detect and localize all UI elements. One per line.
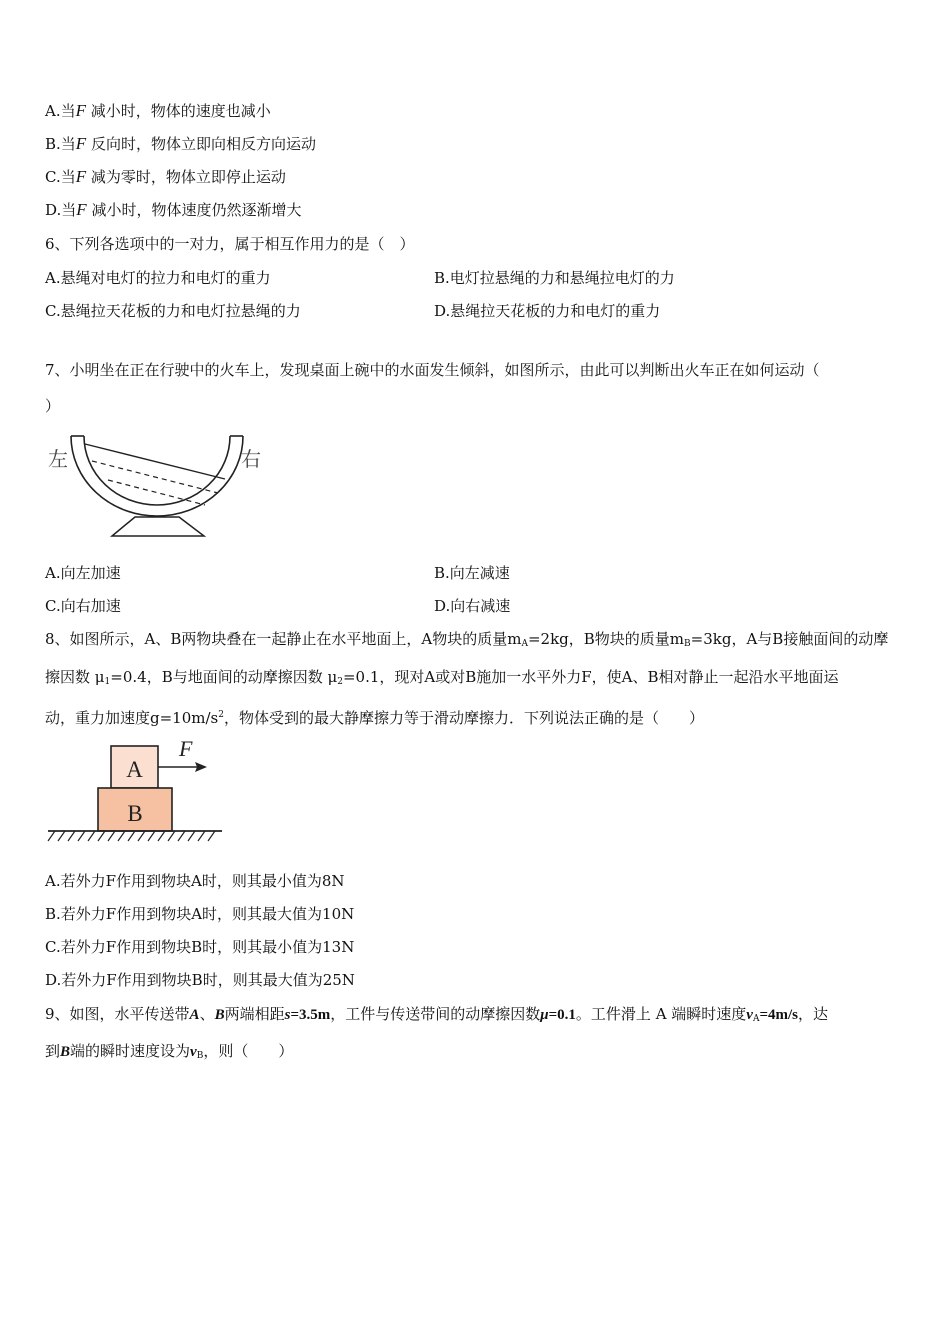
q5-option-c-symbol: F [75,167,87,186]
q8-stem-line3 [45,705,704,728]
q8-l1-text-a: 8、如图所示，A、B两物块叠在一起静止在水平地面上，A物块的质量m [45,630,522,648]
q8-option-d: D.若外力F作用到物块B时，则其最大值为25N [45,971,355,989]
q8-l2-text-a: 擦因数 μ [45,668,105,686]
q8-unit-sup: 2 [218,710,224,720]
q9-va-value: =4m/s [759,1007,799,1023]
q8-l3-text-b: ，物体受到的最大静摩擦力等于滑动摩擦力．下列说法正确的是（ ） [223,709,704,727]
force-label: F [179,736,193,761]
blocks-figure [45,735,230,850]
q9-symbol-va: v [746,1007,753,1023]
q5-option-d-prefix: D.当 [45,201,77,219]
q5-option-d [45,200,301,220]
q5-option-b-prefix: B.当 [45,135,76,153]
q8-mass-b-sub: B [684,639,691,649]
q9-va-sub: A [752,1014,760,1024]
q9-l1-h: ，达 [798,1005,829,1023]
q9-l1-b: 两端相距 [224,1005,285,1023]
q9-stem-line2 [45,1041,293,1066]
bowl-label-right: 右 [241,447,261,471]
q8-option-b: B.若外力F作用到物块A时，则其最大值为10N [45,905,355,923]
block-a-label: A [126,757,143,782]
q9-distance: =3.5m [290,1007,331,1023]
q9-l2-d: ，则（ ） [203,1042,294,1060]
q5-option-c-text: 减为零时，物体立即停止运动 [90,168,286,186]
bowl-stand [112,517,204,536]
q7-stem-line1: 7、小明坐在正在行驶中的火车上，发现桌面上碗中的水面发生倾斜，如图所示，由此可以判断出火车正在如何运动（ [45,361,820,379]
q8-stem-line1 [45,629,888,654]
q9-sep: 、 [199,1005,215,1023]
water-surface [85,444,225,479]
bowl-inner-arc [84,436,230,505]
water-dash-2 [108,480,205,505]
q9-stem-line1 [45,1004,828,1029]
q9-symbol-mu: μ [540,1007,549,1023]
ground-hatch [48,831,215,841]
q8-option-a: A.若外力F作用到物块A时，则其最小值为8N [45,872,345,890]
block-b-label: B [127,801,143,826]
q9-l2-point-b: B [60,1044,71,1060]
q5-option-a-text: 减小时，物体的速度也减小 [90,102,271,120]
q9-l1-f: 。工件滑上 A 端瞬时速度 [575,1005,747,1023]
q9-l2-a: 到 [45,1042,61,1060]
q9-point-a: A [189,1007,200,1023]
q7-option-a: A.向左加速 [45,564,121,582]
q8-mu2-sub: 2 [337,677,343,687]
q6-option-b: B.电灯拉悬绳的力和悬绳拉电灯的力 [434,269,675,287]
q5-option-d-text: 减小时，物体速度仍然逐渐增大 [91,201,302,219]
water-dash-1 [92,461,218,493]
q8-l2-text-b: =0.4，B与地面间的动摩擦因数 μ [110,668,338,686]
q6-option-d: D.悬绳拉天花板的力和电灯的重力 [434,302,661,320]
q9-l2-c: 端的瞬时速度设为 [70,1042,191,1060]
bowl-label-left: 左 [48,447,68,471]
q5-option-a-prefix: A.当 [45,102,76,120]
q8-l2-text-c: =0.1，现对A或对B施加一水平外力F，使A、B相对静止一起沿水平地面运 [342,668,839,686]
q9-vb-sub: B [196,1051,204,1061]
q9-point-b: B [214,1007,225,1023]
q9-mu-value: =0.1 [548,1007,576,1023]
q9-l1-d: ，工件与传送带间的动摩擦因数 [330,1005,541,1023]
q7-option-d: D.向右减速 [434,597,511,615]
q8-stem-line2 [45,667,839,692]
q5-option-d-symbol: F [76,200,87,219]
q8-option-c: C.若外力F作用到物块B时，则其最小值为13N [45,938,355,956]
q7-stem-line2: ） [45,397,61,415]
q5-option-c [45,167,286,187]
q9-l1-a: 9、如图，水平传送带 [45,1005,190,1023]
q5-option-b [45,134,316,154]
q5-option-c-prefix: C.当 [45,168,76,186]
q5-option-a [45,101,271,121]
q7-option-c: C.向右加速 [45,597,121,615]
q5-option-b-symbol: F [75,134,87,153]
q8-l3-text-a: 动，重力加速度g=10m/s [45,709,219,727]
q8-l1-text-c: =3kg，A与B接触面间的动摩 [690,630,889,648]
q7-option-b: B.向左减速 [434,564,510,582]
q5-option-b-text: 反向时，物体立即向相反方向运动 [90,135,316,153]
q6-stem: 6、下列各选项中的一对力，属于相互作用力的是（ ） [45,235,415,253]
q5-option-a-symbol: F [75,101,86,120]
bowl-figure [40,430,280,540]
q8-l1-text-b: =2kg，B物块的质量m [527,630,685,648]
q9-symbol-s: s [284,1007,291,1023]
q9-symbol-vb: v [190,1044,197,1060]
q6-option-a: A.悬绳对电灯的拉力和电灯的重力 [45,269,271,287]
q8-mu1-sub: 1 [104,677,111,687]
q6-option-c: C.悬绳拉天花板的力和电灯拉悬绳的力 [45,302,301,320]
q8-mass-a-sub: A [521,639,528,649]
